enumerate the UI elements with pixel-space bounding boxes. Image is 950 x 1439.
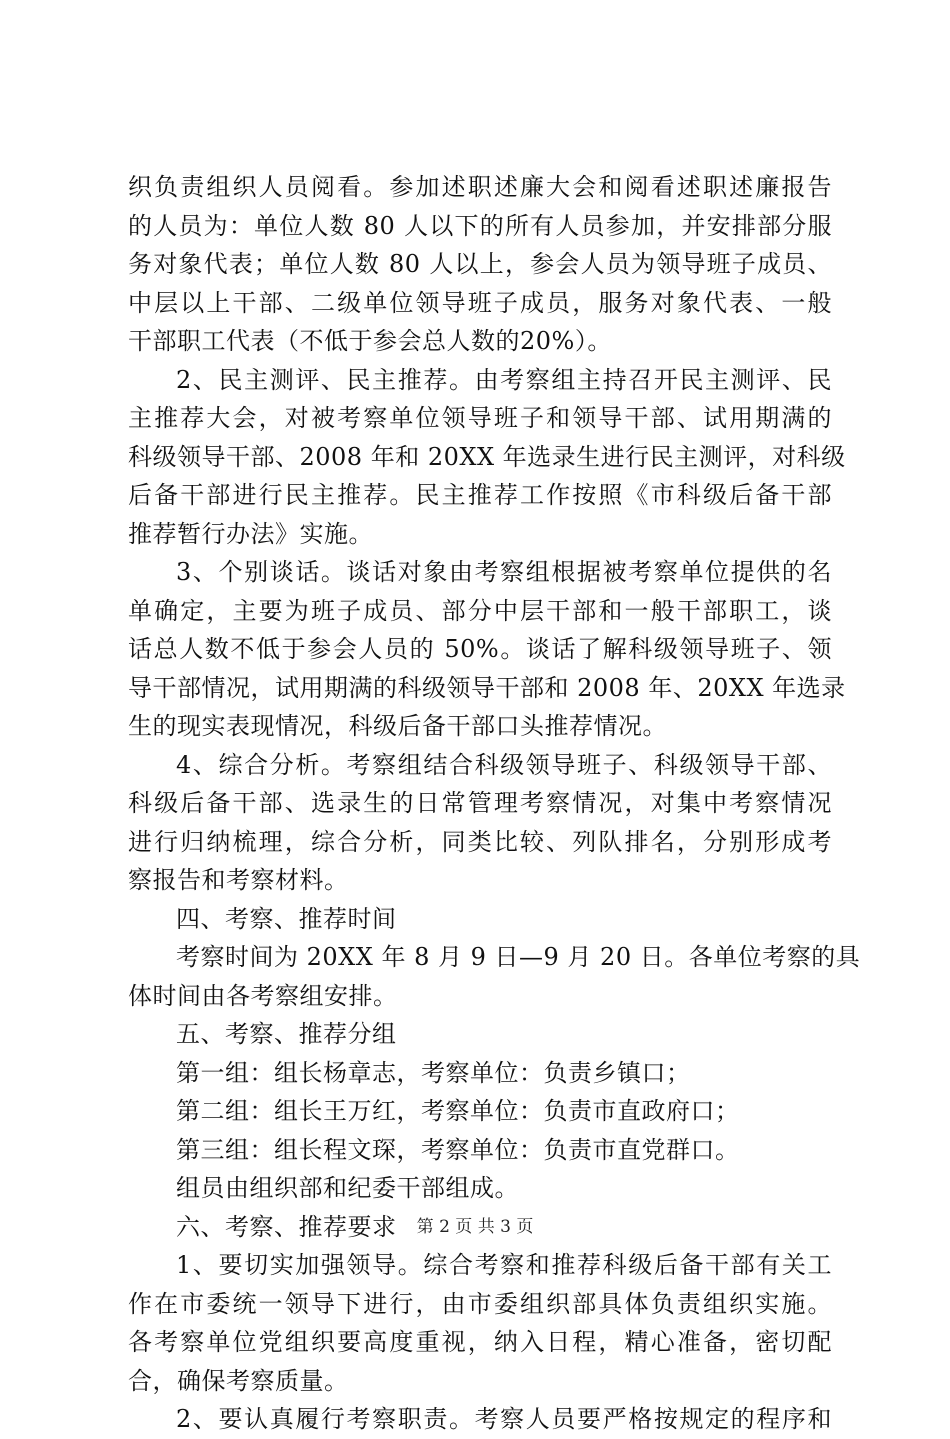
text-line: 第二组：组长王万红，考察单位：负责市直政府口；	[176, 1097, 740, 1125]
text-line: 生的现实表现情况，科级后备干部口头推荐情况。	[128, 712, 667, 740]
text-line: 4、综合分析。考察组结合科级领导班子、科级领导干部、	[176, 750, 832, 779]
document-body	[128, 168, 861, 1439]
text-line: 组员由组织部和纪委干部组成。	[176, 1174, 519, 1202]
text-line: 1、要切实加强领导。综合考察和推荐科级后备干部有关工	[176, 1251, 832, 1279]
text-line: 3、个别谈话。谈话对象由考察组根据被考察单位提供的名	[176, 558, 832, 586]
text-line: 察报告和考察材料。	[128, 866, 349, 894]
text-line: 合，确保考察质量。	[128, 1366, 349, 1395]
text-line: 中层以上干部、二级单位领导班子成员，服务对象代表、一般	[128, 288, 832, 317]
text-line: 四、考察、推荐时间	[176, 904, 397, 933]
text-line: 体时间由各考察组安排。	[128, 981, 398, 1010]
text-line: 考察时间为 20XX 年 8 月 9 日—9 月 20 日。各单位考察的具	[176, 943, 861, 971]
text-line: 六、考察、推荐要求	[176, 1212, 397, 1241]
text-line: 推荐暂行办法》实施。	[128, 519, 373, 548]
text-line: 科级领导干部、2008 年和 20XX 年选录生进行民主测评，对科级	[128, 442, 846, 471]
text-line: 单确定，主要为班子成员、部分中层干部和一般干部职工，谈	[128, 596, 832, 625]
page-footer: 第 2 页 共 3 页	[416, 1217, 534, 1237]
text-line: 导干部情况，试用期满的科级领导干部和 2008 年、20XX 年选录	[128, 673, 846, 702]
text-line: 各考察单位党组织要高度重视，纳入日程，精心准备，密切配	[128, 1328, 832, 1356]
text-line: 科级后备干部、选录生的日常管理考察情况，对集中考察情况	[128, 789, 832, 817]
text-line: 主推荐大会，对被考察单位领导班子和领导干部、试用期满的	[128, 404, 832, 432]
text-line: 进行归纳梳理，综合分析，同类比较、列队排名，分别形成考	[128, 827, 832, 856]
text-line: 五、考察、推荐分组	[176, 1020, 397, 1048]
text-line: 后备干部进行民主推荐。民主推荐工作按照《市科级后备干部	[128, 481, 832, 509]
text-line: 作在市委统一领导下进行，由市委组织部具体负责组织实施。	[128, 1289, 832, 1318]
text-line: 第一组：组长杨章志，考察单位：负责乡镇口；	[176, 1058, 691, 1087]
text-line: 的人员为：单位人数 80 人以下的所有人员参加，并安排部分服	[128, 211, 832, 240]
text-line: 话总人数不低于参会人员的 50%。谈话了解科级领导班子、领	[128, 635, 832, 663]
text-line: 2、要认真履行考察职责。考察人员要严格按规定的程序和	[176, 1405, 832, 1433]
text-line: 干部职工代表（不低于参会总人数的20%）。	[128, 327, 612, 355]
text-line: 织负责组织人员阅看。参加述职述廉大会和阅看述职述廉报告	[128, 173, 832, 201]
text-line: 务对象代表；单位人数 80 人以上，参会人员为领导班子成员、	[128, 250, 832, 278]
text-line: 第三组：组长程文琛，考察单位：负责市直党群口。	[176, 1135, 740, 1164]
text-line: 2、民主测评、民主推荐。由考察组主持召开民主测评、民	[176, 365, 832, 394]
